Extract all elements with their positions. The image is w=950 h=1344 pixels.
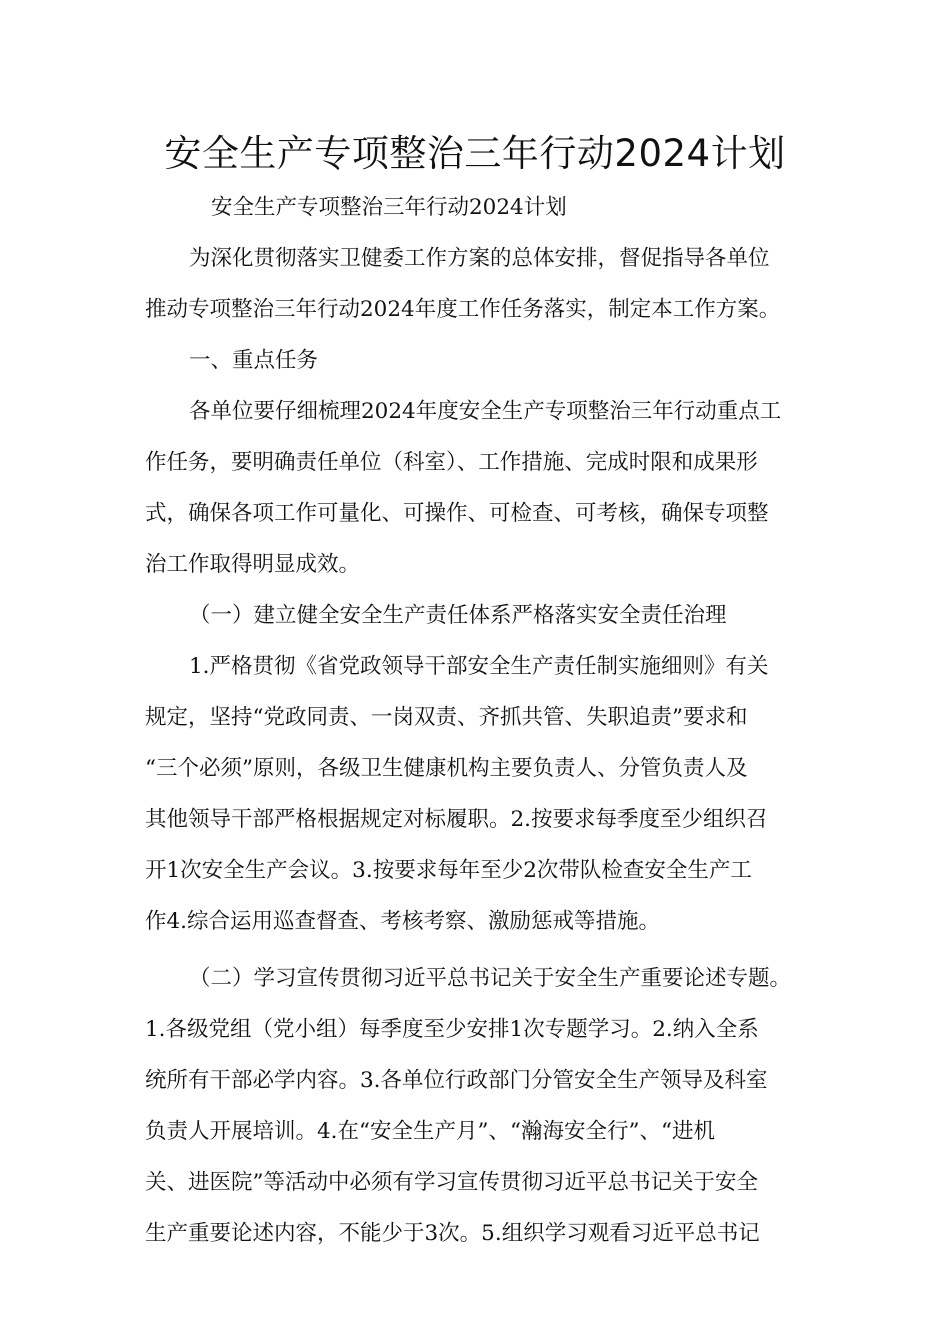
document-body [145, 182, 815, 1259]
paragraph-line: 治工作取得明显成效。 [145, 552, 361, 577]
paragraph-line: 规定，坚持“党政同责、一岗双责、齐抓共管、失职追责”要求和 [145, 705, 748, 730]
paragraph-line: 关、进医院”等活动中必须有学习宣传贯彻习近平总书记关于安全 [145, 1170, 758, 1195]
paragraph-line: 各单位要仔细梳理2024年度安全生产专项整治三年行动重点工 [189, 399, 782, 424]
subsection-heading: （二）学习宣传贯彻习近平总书记关于安全生产重要论述专题。 [189, 966, 792, 991]
paragraph-line: 式，确保各项工作可量化、可操作、可检查、可考核，确保专项整 [145, 501, 769, 526]
paragraph-line: 生产重要论述内容，不能少于3次。5.组织学习观看习近平总书记 [145, 1221, 760, 1246]
paragraph-line: 1.严格贯彻《省党政领导干部安全生产责任制实施细则》有关 [189, 654, 769, 679]
paragraph-line: 1.各级党组（党小组）每季度至少安排1次专题学习。2.纳入全系 [145, 1017, 759, 1042]
paragraph-line: 推动专项整治三年行动2024年度工作任务落实，制定本工作方案。 [145, 297, 781, 322]
paragraph-line: 作任务，要明确责任单位（科室）、工作措施、完成时限和成果形 [145, 450, 758, 475]
subsection-heading: （一）建立健全安全生产责任体系严格落实安全责任治理 [189, 603, 727, 628]
paragraph-line: 其他领导干部严格根据规定对标履职。2.按要求每季度至少组织召 [145, 807, 768, 832]
paragraph-line: “三个必须”原则，各级卫生健康机构主要负责人、分管负责人及 [145, 756, 748, 781]
paragraph-line: 作4.综合运用巡查督查、考核考察、激励惩戒等措施。 [145, 909, 661, 934]
document-subtitle: 安全生产专项整治三年行动2024计划 [211, 195, 567, 220]
paragraph-line: 为深化贯彻落实卫健委工作方案的总体安排，督促指导各单位 [189, 246, 770, 271]
paragraph-line: 负责人开展培训。4.在“安全生产月”、“瀚海安全行”、“进机 [145, 1119, 715, 1144]
paragraph-line: 统所有干部必学内容。3.各单位行政部门分管安全生产领导及科室 [145, 1068, 768, 1093]
section-heading: 一、重点任务 [189, 348, 319, 373]
document-title: 安全生产专项整治三年行动2024计划 [164, 132, 786, 175]
paragraph-line: 开1次安全生产会议。3.按要求每年至少2次带队检查安全生产工 [145, 858, 752, 883]
